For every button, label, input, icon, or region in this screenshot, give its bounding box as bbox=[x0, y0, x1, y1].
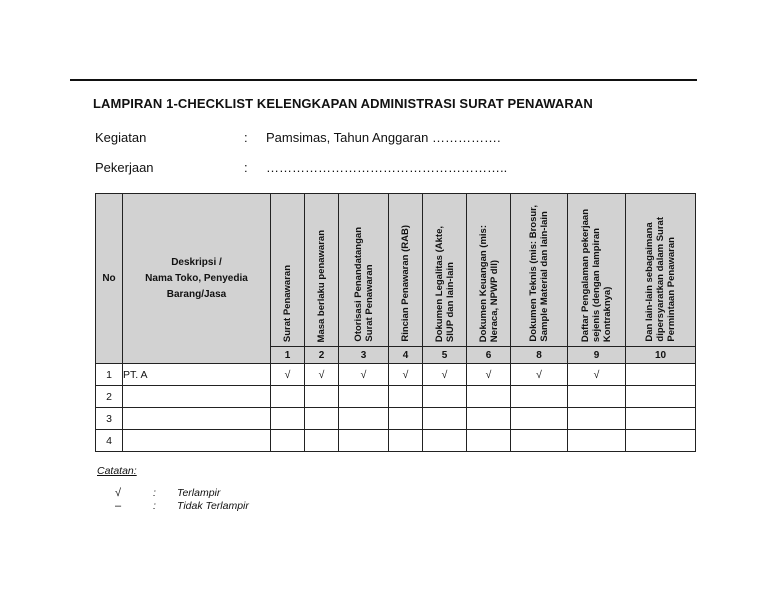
column-number: 2 bbox=[305, 347, 339, 364]
column-number: 3 bbox=[339, 347, 389, 364]
legend-not-attached-text: Tidak Terlampir bbox=[177, 500, 249, 512]
legend-attached-text: Terlampir bbox=[177, 487, 221, 499]
table-row bbox=[96, 430, 696, 452]
field-label-pekerjaan: Pekerjaan bbox=[95, 160, 154, 175]
row-number: 4 bbox=[96, 430, 123, 452]
column-header-label: Rincian Penawaran (RAB) bbox=[400, 225, 411, 342]
check-cell: √ bbox=[511, 364, 568, 386]
table-row bbox=[96, 364, 696, 386]
column-number: 4 bbox=[389, 347, 423, 364]
check-cell bbox=[467, 430, 511, 452]
row-number: 3 bbox=[96, 408, 123, 430]
check-cell bbox=[626, 364, 696, 386]
column-header-2 bbox=[305, 194, 339, 347]
column-header-10 bbox=[626, 194, 696, 347]
check-cell bbox=[271, 430, 305, 452]
row-description: PT. A bbox=[123, 364, 271, 386]
column-number: 5 bbox=[423, 347, 467, 364]
check-cell bbox=[568, 386, 626, 408]
column-header-6 bbox=[467, 194, 511, 347]
check-cell bbox=[626, 408, 696, 430]
column-number: 6 bbox=[467, 347, 511, 364]
field-value-pekerjaan: ……………………………………………….. bbox=[266, 160, 508, 175]
check-cell bbox=[389, 430, 423, 452]
column-header-label: Dokumen Legalitas (Akte, SIUP dan lain-lain bbox=[433, 225, 456, 342]
column-number: 10 bbox=[626, 347, 696, 364]
column-header-1 bbox=[271, 194, 305, 347]
check-cell bbox=[305, 430, 339, 452]
check-cell: √ bbox=[271, 364, 305, 386]
legend-colon: : bbox=[153, 487, 156, 499]
column-header-label: Dan lain-lain sebagaimana dipersyaratkan dalam Surat Permintaan Penawaran bbox=[644, 217, 677, 342]
check-cell bbox=[271, 386, 305, 408]
column-number: 1 bbox=[271, 347, 305, 364]
check-cell bbox=[568, 430, 626, 452]
column-header-label: Dokumen Teknis (mis: Brosur, Sample Material dan lain-lain bbox=[528, 205, 550, 342]
check-cell: √ bbox=[305, 364, 339, 386]
check-cell: √ bbox=[389, 364, 423, 386]
column-number: 9 bbox=[568, 347, 626, 364]
table-row bbox=[96, 408, 696, 430]
header-row bbox=[96, 194, 696, 347]
column-number: 8 bbox=[511, 347, 568, 364]
column-header-9 bbox=[568, 194, 626, 347]
checklist-table bbox=[95, 193, 696, 452]
description-column-header: Deskripsi / Nama Toko, Penyedia Barang/Jasa bbox=[123, 194, 271, 364]
notes-title: Catatan: bbox=[97, 465, 137, 477]
check-cell: √ bbox=[339, 364, 389, 386]
check-cell bbox=[339, 408, 389, 430]
row-number: 2 bbox=[96, 386, 123, 408]
check-cell: √ bbox=[423, 364, 467, 386]
check-cell bbox=[389, 386, 423, 408]
field-value-kegiatan: Pamsimas, Tahun Anggaran ……………. bbox=[266, 130, 501, 145]
no-column-header: No bbox=[96, 194, 123, 364]
legend-colon: : bbox=[153, 500, 156, 512]
column-header-3 bbox=[339, 194, 389, 347]
check-cell bbox=[626, 386, 696, 408]
table-row bbox=[96, 386, 696, 408]
check-cell bbox=[339, 386, 389, 408]
field-colon-pekerjaan: : bbox=[244, 160, 248, 175]
check-cell: √ bbox=[467, 364, 511, 386]
row-description bbox=[123, 386, 271, 408]
check-cell bbox=[467, 386, 511, 408]
check-cell bbox=[271, 408, 305, 430]
check-cell bbox=[305, 408, 339, 430]
check-cell bbox=[511, 386, 568, 408]
check-cell bbox=[423, 386, 467, 408]
check-cell bbox=[467, 408, 511, 430]
check-cell bbox=[423, 408, 467, 430]
top-horizontal-rule bbox=[70, 79, 697, 81]
check-cell bbox=[568, 408, 626, 430]
field-label-kegiatan: Kegiatan bbox=[95, 130, 147, 145]
column-header-label: Otorisasi Penandatangan Surat Penawaran bbox=[352, 227, 375, 342]
column-header-label: Surat Penawaran bbox=[282, 264, 293, 342]
check-cell bbox=[511, 408, 568, 430]
column-header-5 bbox=[423, 194, 467, 347]
column-header-4 bbox=[389, 194, 423, 347]
row-description bbox=[123, 430, 271, 452]
column-header-label: Masa berlaku penawaran bbox=[316, 229, 327, 342]
check-cell: √ bbox=[568, 364, 626, 386]
check-cell bbox=[511, 430, 568, 452]
row-number: 1 bbox=[96, 364, 123, 386]
document-title: LAMPIRAN 1-CHECKLIST KELENGKAPAN ADMINISTRASI SURAT PENAWARAN bbox=[93, 96, 593, 111]
row-description bbox=[123, 408, 271, 430]
legend-check-symbol: √ bbox=[115, 487, 122, 499]
check-cell bbox=[626, 430, 696, 452]
column-header-8 bbox=[511, 194, 568, 347]
check-cell bbox=[389, 408, 423, 430]
legend-dash-symbol: – bbox=[115, 500, 122, 512]
column-header-label: Daftar Pengalaman pekerjaan sejenis (dengan lampiran Kontraknya) bbox=[580, 208, 613, 342]
check-cell bbox=[339, 430, 389, 452]
check-cell bbox=[305, 386, 339, 408]
field-colon-kegiatan: : bbox=[244, 130, 248, 145]
column-header-label: Dokumen Keuangan (mis: Neraca, NPWP dll) bbox=[477, 224, 500, 342]
check-cell bbox=[423, 430, 467, 452]
